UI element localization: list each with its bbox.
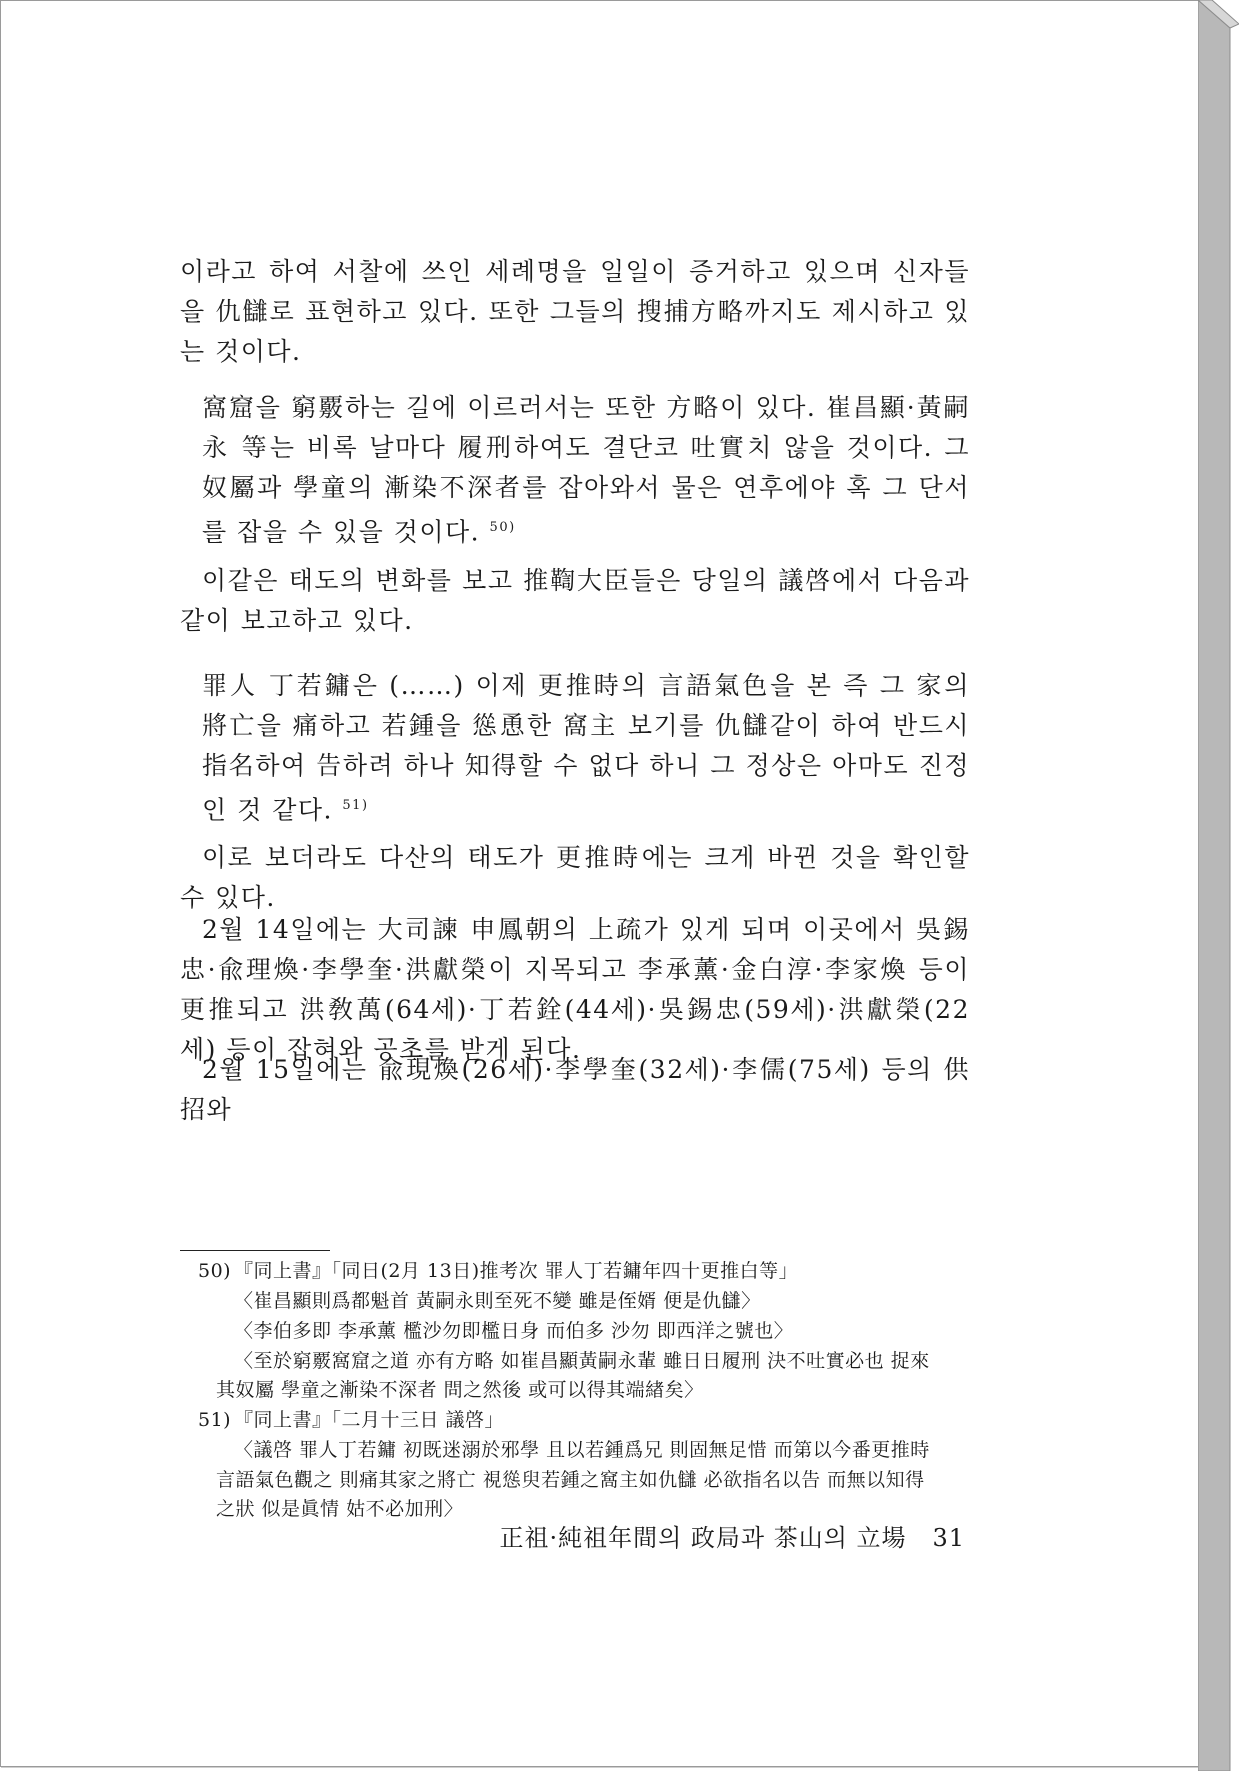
footnote-ref-50[interactable]: 50) <box>489 520 516 535</box>
footnote-divider <box>180 1250 330 1251</box>
paragraph-1: 이라고 하여 서찰에 쓰인 세례명을 일일이 증거하고 있으며 신자들을 仇讎로 표현하고 있다. 또한 그들의 搜捕方略까지도 제시하고 있는 것이다. <box>180 257 970 366</box>
paragraph-2: 이같은 태도의 변화를 보고 推鞫大臣들은 당일의 議啓에서 다음과 같이 보고하고 있다. <box>180 566 970 635</box>
page-number: 31 <box>932 1524 965 1552</box>
footnote-51-number: 51) <box>198 1409 232 1431</box>
footnote-50-source: 『同上書』「同日(2月 13日)推考次 罪人丁若鏞年四十更推白等」 <box>234 1260 799 1282</box>
running-footer <box>325 1518 965 1553</box>
footnote-50-title <box>198 1257 973 1286</box>
quote-block-2 <box>202 666 970 830</box>
paragraph-5: 2월 15일에는 兪現煥(26세)·李學奎(32세)·李儒(75세) 등의 供招와 <box>180 1055 970 1124</box>
paragraph-4: 2월 14일에는 大司諫 申鳳朝의 上疏가 있게 되며 이곳에서 吳錫忠·兪理煥·李學奎·洪獻榮이 지목되고 李承薰·金白淳·李家煥 등이 更推되고 洪敎萬(64세)·丁若銓(44세)·吳錫忠(59세)·洪獻榮(22세) 등이 잡혀와 공초를 받게 된다. <box>180 915 970 1064</box>
quote-1-text: 窩窟을 窮覈하는 길에 이르러서는 또한 方略이 있다. 崔昌顯·黃嗣永 等는 비록 날마다 履刑하여도 결단코 吐實치 않을 것이다. 그 奴屬과 學童의 漸染不深者를 잡아와서 물은 연후에야 혹 그 단서를 잡을 수 있을 것이다. <box>202 393 970 547</box>
footnote-50-line-2: 〈李伯多即 李承薰 檻沙勿即檻日身 而伯多 沙勿 即西洋之號也〉 <box>234 1320 794 1342</box>
footnote-51-title <box>198 1406 973 1435</box>
quote-block-1 <box>202 388 970 552</box>
footnote-51-source: 『同上書』「二月十三日 議啓」 <box>234 1409 505 1431</box>
running-title: 正祖·純祖年間의 政局과 茶山의 立場 <box>499 1524 907 1552</box>
footnote-51-continuation-2: 之狀 似是眞情 姑不必加刑〉 <box>216 1498 464 1520</box>
footnote-50-number: 50) <box>198 1260 232 1282</box>
footnote-ref-51[interactable]: 51) <box>342 798 369 813</box>
footnote-50-line-3: 〈至於窮覈窩窟之道 亦有方略 如崔昌顯黃嗣永輩 雖日日履刑 決不吐實必也 捉來 <box>234 1350 930 1372</box>
quote-2-text: 罪人 丁若鏞은 (……) 이제 更推時의 言語氣色을 본 즉 그 家의 將亡을 痛하고 若鍾을 慫恿한 窩主 보기를 仇讎같이 하여 반드시 指名하여 告하려 하나 知得할 수 없다 하니 그 정상은 아마도 진정인 것 같다. <box>202 671 970 825</box>
page-edge-shadow <box>1198 0 1239 1771</box>
footnote-50-line-1: 〈崔昌顯則爲都魁首 黃嗣永則至死不變 雖是侄婿 便是仇讎〉 <box>234 1290 761 1312</box>
footnote-51-continuation-1: 言語氣色觀之 則痛其家之將亡 視慫臾若鍾之窩主如仇讎 必欲指名以告 而無以知得 <box>216 1469 925 1491</box>
footnote-51-line-1: 〈議啓 罪人丁若鏞 初既迷溺於邪學 且以若鍾爲兄 則固無足惜 而第以今番更推時 <box>234 1439 930 1461</box>
paragraph-3: 이로 보더라도 다산의 태도가 更推時에는 크게 바뀐 것을 확인할 수 있다. <box>180 843 970 912</box>
footnote-50-continuation: 其奴屬 學童之漸染不深者 問之然後 或可以得其端緖矣〉 <box>216 1379 704 1401</box>
